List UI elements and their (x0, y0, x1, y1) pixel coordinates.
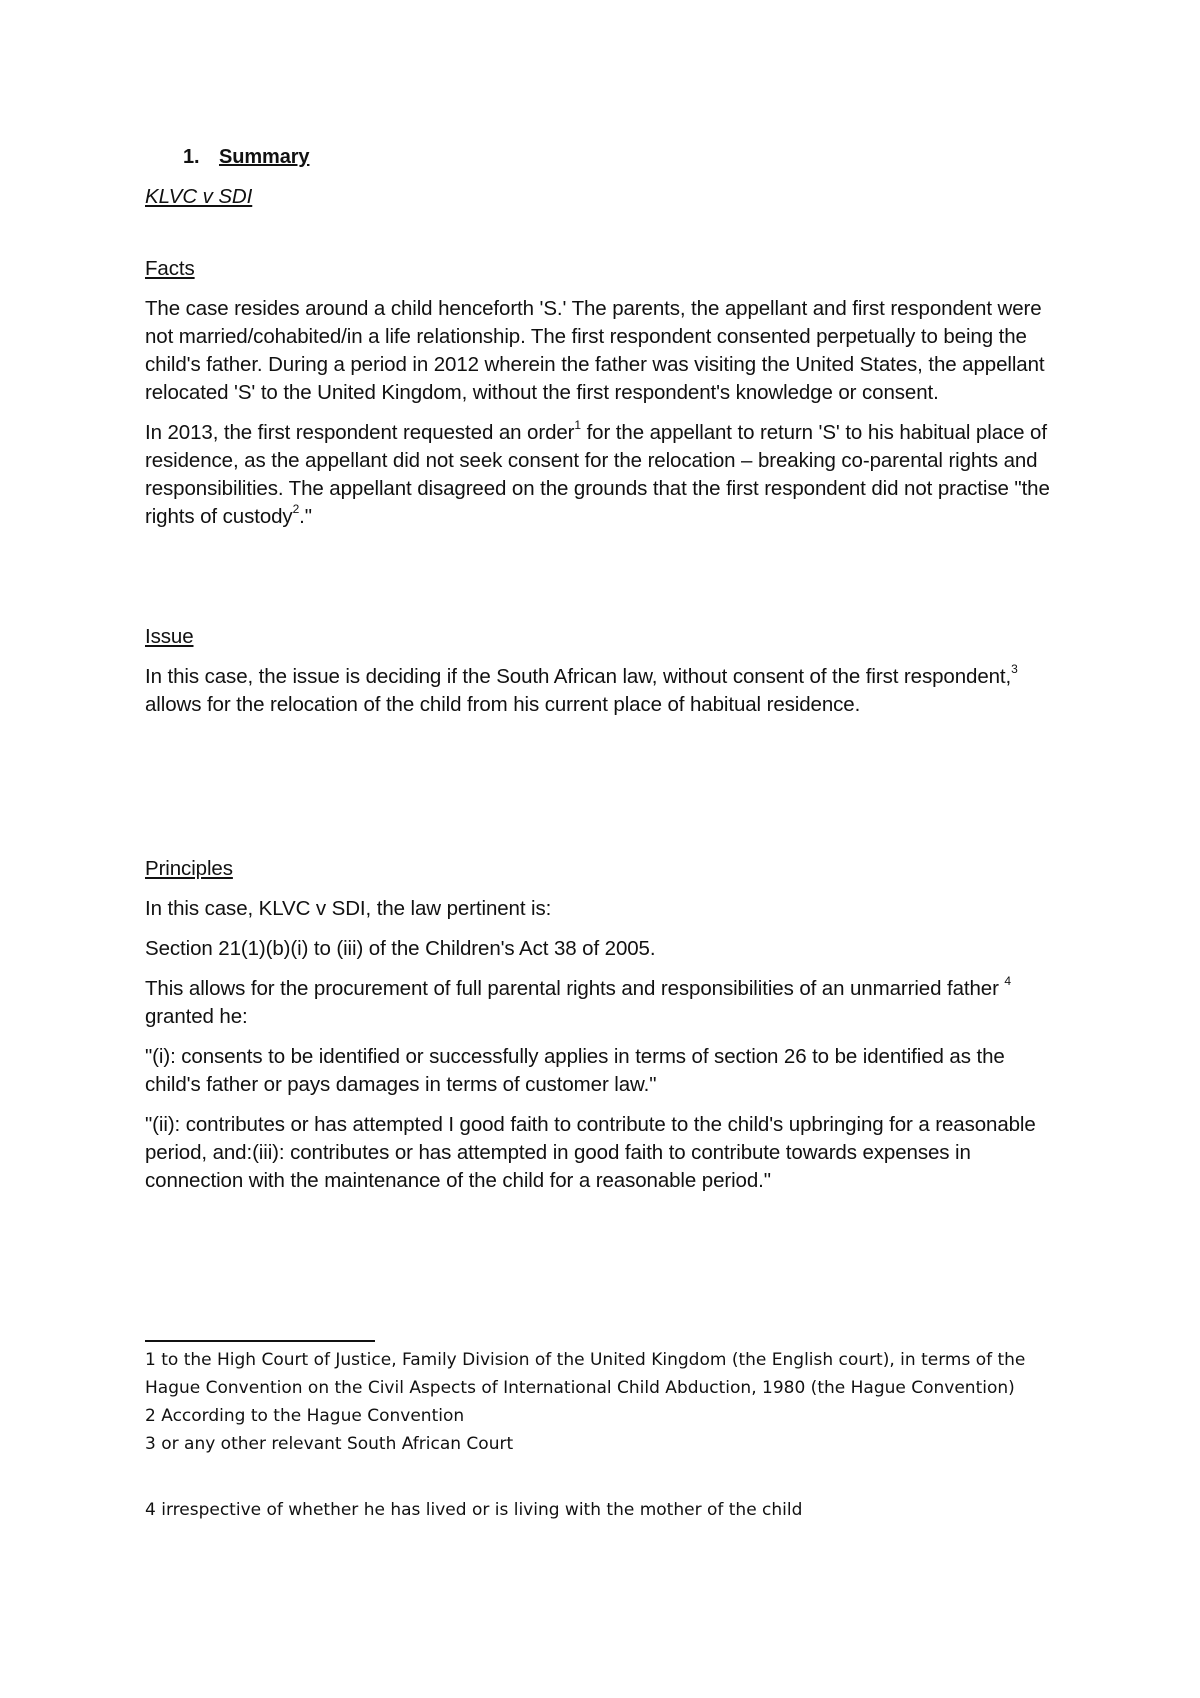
issue-title: Issue (145, 625, 194, 648)
footnote-4 (145, 1496, 1065, 1524)
facts-paragraph-1: The case resides around a child henceforth 'S.' The parents, the appellant and first respondent were not married/cohabited/in a life relationship. The first respondent consented perpetually to being the child's father. During a period in 2012 wherein the father was visiting the United States, the appellant relocated 'S' to the United Kingdom, without the first respondent's knowledge or consent. (145, 297, 1045, 404)
footnote-1 (145, 1346, 1065, 1402)
footnote-ref-1: 1 (574, 418, 581, 433)
case-name: KLVC v SDI (145, 185, 253, 208)
footnote-number: 3 (145, 1434, 156, 1454)
principles-paragraph-3 (145, 975, 1065, 1031)
footnote-text: According to the Hague Convention (155, 1406, 465, 1426)
principles-paragraph-5: "(ii): contributes or has attempted I good faith to contribute to the child's upbringing for a reasonable period, and:(iii): contributes or has attempted in good faith to contribute towards expenses in connection with the maintenance of the child for a reasonable period." (145, 1113, 1036, 1192)
principles-paragraph-2: Section 21(1)(b)(i) to (iii) of the Children's Act 38 of 2005. (145, 937, 656, 960)
footnote-separator (145, 1340, 375, 1342)
heading-number: 1. (183, 146, 200, 168)
facts-paragraph-2 (145, 419, 1065, 531)
footnote-2 (145, 1402, 1065, 1430)
issue-paragraph (145, 663, 1065, 719)
principles-paragraph-1: In this case, KLVC v SDI, the law pertinent is: (145, 897, 552, 920)
section-heading (183, 143, 1065, 171)
footnote-number: 1 (145, 1350, 156, 1370)
facts-title: Facts (145, 257, 195, 280)
text-run: for the appellant to return 'S' to his habitual place of residence, as the appellant did not seek consent for the relocation – breaking co-parental rights and responsibilities. The appellant disagreed on the grounds that the first respondent did not practise "the rights of custody (145, 421, 1050, 528)
footnote-text: or any other relevant South African Court (155, 1434, 514, 1454)
text-run: In this case, the issue is deciding if the South African law, without consent of the first respondent, (145, 665, 1012, 688)
text-run: This allows for the procurement of full parental rights and responsibilities of an unmarried father (145, 977, 1005, 1000)
footnote-text: to the High Court of Justice, Family Division of the United Kingdom (the English court), in terms of the Hague Convention on the Civil Aspects of International Child Abduction, 1980 (the Hague Convention) (145, 1350, 1026, 1398)
text-run: ." (299, 505, 312, 528)
heading-title: Summary (219, 146, 310, 168)
footnote-ref-4: 4 (1004, 974, 1011, 989)
principles-paragraph-4: "(i): consents to be identified or successfully applies in terms of section 26 to be identified as the child's father or pays damages in terms of customer law." (145, 1045, 1005, 1096)
principles-title: Principles (145, 857, 233, 880)
footnote-text: irrespective of whether he has lived or is living with the mother of the child (155, 1500, 803, 1520)
document-body (145, 143, 1065, 1207)
text-run: allows for the relocation of the child from his current place of habitual residence. (145, 693, 861, 716)
footnote-ref-2: 2 (292, 502, 300, 517)
text-run: granted he: (145, 1005, 248, 1028)
footnote-ref-3: 3 (1011, 662, 1018, 677)
footnote-number: 4 (145, 1500, 156, 1520)
footnotes (145, 1340, 1065, 1524)
footnote-3 (145, 1430, 1065, 1458)
footnote-number: 2 (145, 1406, 156, 1426)
text-run: In 2013, the first respondent requested an order (145, 421, 575, 444)
